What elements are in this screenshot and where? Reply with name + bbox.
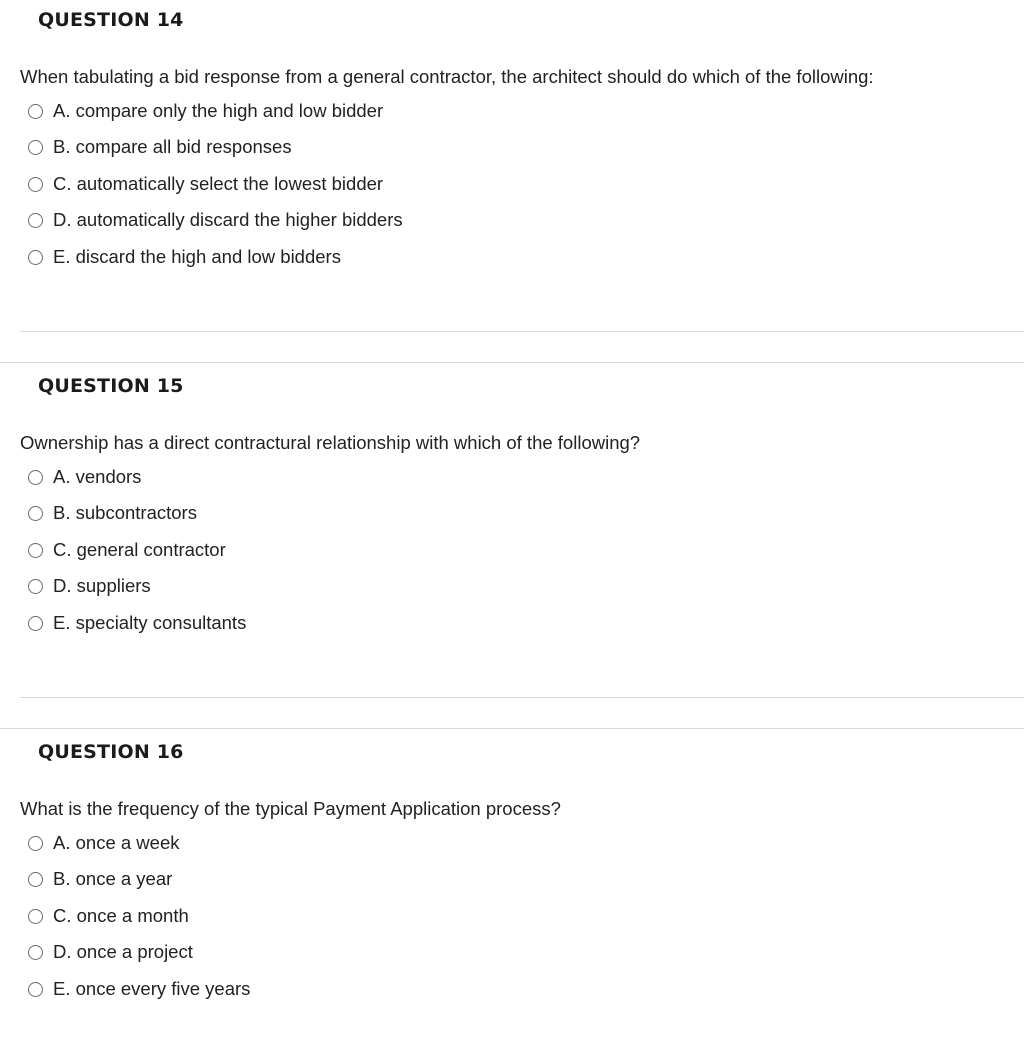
answer-label[interactable]: D. once a project: [53, 941, 193, 962]
answer-option-b[interactable]: [28, 134, 292, 160]
question-text: What is the frequency of the typical Payment Application process?: [20, 798, 561, 819]
question-title: QUESTION 14: [38, 9, 184, 31]
answer-label[interactable]: B. subcontractors: [53, 502, 197, 523]
answer-label[interactable]: A. vendors: [53, 466, 142, 487]
answer-label[interactable]: D. automatically discard the higher bidders: [53, 209, 403, 230]
answer-option-d[interactable]: [28, 207, 403, 233]
radio-button[interactable]: [28, 543, 43, 558]
answer-label[interactable]: A. once a week: [53, 832, 180, 853]
radio-button[interactable]: [28, 104, 43, 119]
question-divider: [20, 697, 1024, 698]
answer-label[interactable]: D. suppliers: [53, 575, 151, 596]
radio-button[interactable]: [28, 872, 43, 887]
answer-option-a[interactable]: [28, 98, 383, 124]
answer-label[interactable]: E. specialty consultants: [53, 612, 247, 633]
radio-button[interactable]: [28, 140, 43, 155]
answer-option-a[interactable]: [28, 830, 180, 856]
radio-button[interactable]: [28, 506, 43, 521]
answer-option-e[interactable]: [28, 244, 341, 270]
radio-button[interactable]: [28, 470, 43, 485]
radio-button[interactable]: [28, 616, 43, 631]
answer-option-b[interactable]: [28, 500, 197, 526]
answer-option-a[interactable]: [28, 464, 141, 490]
answer-label[interactable]: A. compare only the high and low bidder: [53, 100, 384, 121]
section-divider: [0, 362, 1024, 363]
answer-label[interactable]: C. general contractor: [53, 539, 226, 560]
answer-option-e[interactable]: [28, 610, 246, 636]
answer-label[interactable]: B. compare all bid responses: [53, 136, 292, 157]
radio-button[interactable]: [28, 579, 43, 594]
question-text: When tabulating a bid response from a general contractor, the architect should do which of the following:: [20, 66, 874, 87]
answer-option-c[interactable]: [28, 537, 226, 563]
question-text: Ownership has a direct contractural relationship with which of the following?: [20, 432, 641, 453]
question-title: QUESTION 16: [38, 741, 184, 763]
answer-label[interactable]: C. once a month: [53, 905, 189, 926]
radio-button[interactable]: [28, 177, 43, 192]
section-divider: [0, 728, 1024, 729]
answer-label[interactable]: C. automatically select the lowest bidder: [53, 173, 384, 194]
question-divider: [20, 331, 1024, 332]
answer-option-c[interactable]: [28, 171, 383, 197]
radio-button[interactable]: [28, 945, 43, 960]
radio-button[interactable]: [28, 909, 43, 924]
answer-option-d[interactable]: [28, 573, 151, 599]
answer-option-e[interactable]: [28, 976, 250, 1002]
answer-label[interactable]: E. discard the high and low bidders: [53, 246, 341, 267]
answer-label[interactable]: E. once every five years: [53, 978, 251, 999]
answer-option-d[interactable]: [28, 939, 193, 965]
radio-button[interactable]: [28, 836, 43, 851]
answer-option-b[interactable]: [28, 866, 172, 892]
question-title: QUESTION 15: [38, 375, 184, 397]
answer-label[interactable]: B. once a year: [53, 868, 173, 889]
radio-button[interactable]: [28, 982, 43, 997]
radio-button[interactable]: [28, 250, 43, 265]
answer-option-c[interactable]: [28, 903, 189, 929]
radio-button[interactable]: [28, 213, 43, 228]
